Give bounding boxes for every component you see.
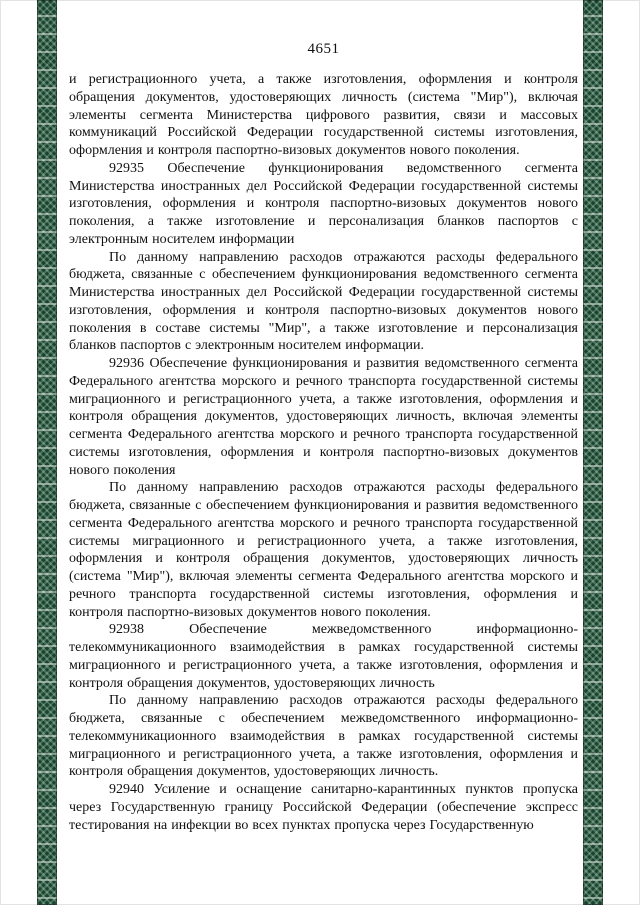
paragraph: 92938 Обеспечение межведомственного информационно-телекоммуникационного взаимодействия в рамках государственной системы миграционного и регистрационного учета, а также изготовления, оформления и контроля обращения документов, удостоверяющих личность — [69, 622, 578, 691]
page-content — [69, 40, 578, 834]
paragraph: 92940 Усиление и оснащение санитарно-карантинных пунктов пропуска через Государственную границу Российской Федерации (обеспечение экспресс тестирования на инфекции во всех пунктах пропуска через Государственную — [69, 782, 578, 833]
paragraph: По данному направлению расходов отражаются расходы федерального бюджета, связанные с обеспечением функционирования ведомственного сегмента Министерства иностранных дел Российской Федерации государственной системы изготовления, оформления и контроля паспортно-визовых документов нового поколения в составе системы "Мир", а также изготовление и персонализация бланков паспортов с электронным носителем информации. — [69, 249, 578, 354]
ornamental-border-right — [583, 0, 603, 905]
paragraph: По данному направлению расходов отражаются расходы федерального бюджета, связанные с обеспечением функционирования и развития ведомственного сегмента Федерального агентства морского и речного транспорта государственной системы миграционного и регистрационного учета, а также изготовления, оформления и контроля обращения документов, удостоверяющих личность (система "Мир"), включая элементы сегмента Федерального агентства морского и речного транспорта государственной системы изготовления, оформления и контроля паспортно-визовых документов нового поколения. — [69, 480, 578, 620]
page-number: 4651 — [307, 41, 340, 57]
ornamental-border-left — [37, 0, 57, 905]
paragraphs-container — [69, 71, 578, 834]
paragraph: 92935 Обеспечение функционирования ведомственного сегмента Министерства иностранных дел Российской Федерации государственной системы изготовления, оформления и контроля паспортно-визовых документов нового поколения, а также изготовление и персонализация бланков паспортов с электронным носителем информации — [69, 160, 578, 247]
paragraph: и регистрационного учета, а также изготовления, оформления и контроля обращения документов, удостоверяющих личность (система "Мир"), включая элементы сегмента Министерства цифрового развития, связи и массовых коммуникаций Российской Федерации государственной системы изготовления, оформления и контроля паспортно-визовых документов нового поколения. — [69, 72, 578, 158]
paragraph: По данному направлению расходов отражаются расходы федерального бюджета, связанные с обеспечением межведомственного информационно-телекоммуникационного взаимодействия в рамках государственной системы миграционного и регистрационного учета, а также изготовления, оформления и контроля обращения документов, удостоверяющих личность. — [69, 693, 578, 780]
paragraph: 92936 Обеспечение функционирования и развития ведомственного сегмента Федерального агентства морского и речного транспорта государственной системы миграционного и регистрационного учета, а также изготовления, оформления и контроля обращения документов, удостоверяющих личность, включая элементы сегмента Федерального агентства морского и речного транспорта государственной системы изготовления, оформления и контроля паспортно-визовых документов нового поколения — [69, 356, 578, 478]
